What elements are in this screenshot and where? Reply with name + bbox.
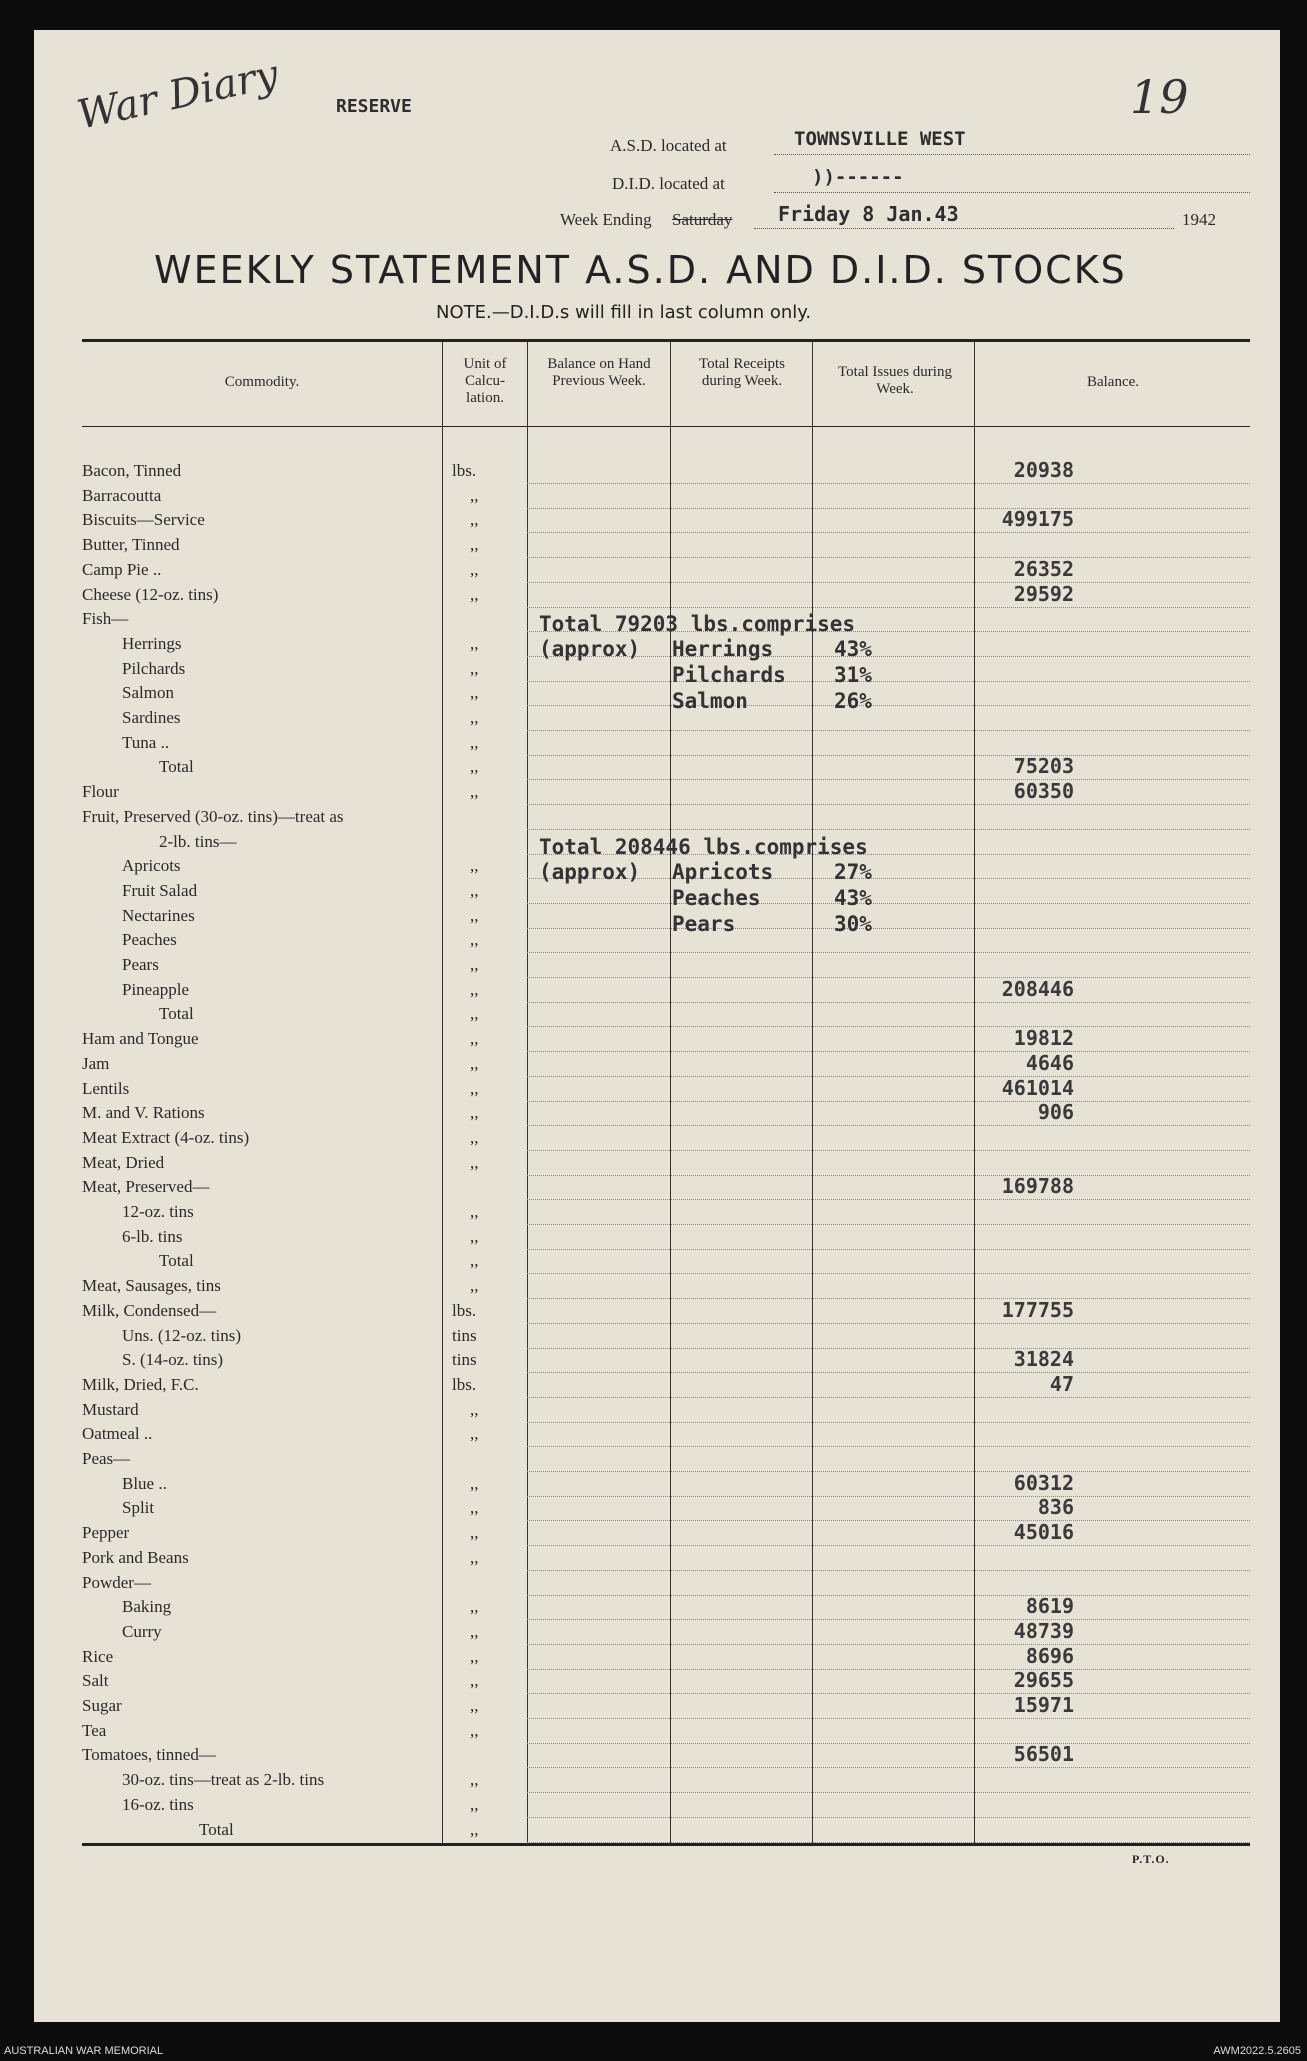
commodity-label: Fruit Salad — [122, 880, 198, 900]
fish-item-name: Pilchards — [672, 663, 786, 687]
reserve-stamp: RESERVE — [336, 96, 412, 117]
row-rule — [527, 1669, 1250, 1670]
table-header-rule — [82, 426, 1250, 427]
commodity-label: Salmon — [122, 683, 174, 703]
commodity-label: Powder— — [82, 1572, 151, 1592]
fruit-item-pct: 30% — [834, 912, 872, 936]
balance-value: 461014 — [1001, 1075, 1074, 1100]
row-rule — [527, 1619, 1250, 1620]
commodity-label: Biscuits—Service — [82, 510, 205, 530]
fruit-item-name: Pears — [672, 912, 736, 936]
balance-value: 4646 — [1025, 1050, 1074, 1075]
row-rule — [527, 681, 1250, 682]
row-rule — [527, 532, 1250, 533]
unit-value: ,, — [470, 1078, 479, 1098]
commodity-label: Oatmeal .. — [82, 1424, 153, 1444]
balance-value: 75203 — [1013, 754, 1074, 779]
commodity-label: Tuna .. — [122, 732, 170, 752]
row-rule — [527, 1496, 1250, 1497]
commodity-label: Total — [159, 1004, 194, 1024]
table-top-rule — [82, 339, 1250, 342]
commodity-label: 16-oz. tins — [122, 1794, 194, 1814]
unit-value: ,, — [470, 1276, 479, 1296]
unit-value: ,, — [470, 1399, 479, 1419]
commodity-label: Fish— — [82, 609, 129, 629]
commodity-label: Herrings — [122, 633, 182, 653]
fish-approx: (approx) — [539, 637, 641, 661]
commodity-label: Sardines — [122, 708, 181, 727]
fish-item-name: Herrings — [672, 637, 774, 661]
fruit-total-note: Total 208446 lbs.comprises — [539, 835, 868, 859]
unit-value: ,, — [470, 1103, 479, 1123]
unit-value: ,, — [470, 905, 479, 925]
unit-value: ,, — [470, 1794, 479, 1814]
row-rule — [527, 607, 1250, 608]
balance-value: 19812 — [1013, 1026, 1074, 1051]
row-rule — [527, 1051, 1250, 1052]
unit-value: ,, — [470, 1226, 479, 1246]
commodity-label: Peas— — [82, 1449, 131, 1468]
row-rule — [527, 1644, 1250, 1645]
unit-value: ,, — [470, 955, 479, 974]
balance-value: 499175 — [1001, 507, 1074, 532]
row-rule — [527, 1743, 1250, 1744]
commodity-label: Barracoutta — [82, 485, 162, 505]
unit-value: ,, — [470, 1004, 479, 1024]
commodity-label: 2-lb. tins— — [159, 831, 237, 851]
commodity-label: Bacon, Tinned — [82, 461, 182, 480]
commodity-label: Mustard — [82, 1399, 139, 1419]
commodity-label: Tomatoes, tinned— — [82, 1745, 216, 1765]
unit-value: ,, — [470, 930, 479, 950]
balance-value: 29592 — [1013, 581, 1074, 606]
balance-value: 15971 — [1013, 1693, 1074, 1717]
commodity-label: Nectarines — [122, 905, 195, 925]
unit-value: ,, — [470, 510, 479, 530]
unit-value: ,, — [470, 1720, 479, 1740]
row-rule — [527, 1002, 1250, 1003]
balance-value: 208446 — [1001, 976, 1074, 1001]
commodity-label: Pineapple — [122, 979, 190, 999]
balance-value: 169788 — [1001, 1174, 1074, 1199]
table-bottom-rule — [82, 1843, 1250, 1846]
row-rule — [527, 1397, 1250, 1398]
commodity-label: Pepper — [82, 1523, 130, 1543]
balance-value: 8696 — [1025, 1643, 1074, 1668]
unit-value: lbs. — [452, 1374, 477, 1394]
pto-label: P.T.O. — [1132, 1852, 1170, 1866]
commodity-label: Salt — [82, 1671, 109, 1691]
balance-value: 47 — [1049, 1371, 1074, 1396]
commodity-label: Total — [159, 757, 194, 777]
asd-line — [774, 154, 1250, 155]
row-rule — [527, 1076, 1250, 1077]
asd-label: A.S.D. located at — [610, 136, 727, 155]
commodity-label: Flour — [82, 782, 119, 802]
document-page — [34, 30, 1280, 2022]
fish-item-pct: 26% — [834, 689, 872, 713]
unit-value: ,, — [470, 880, 479, 900]
row-rule — [527, 730, 1250, 731]
week-struck: Saturday — [672, 210, 733, 229]
row-rule — [527, 1767, 1250, 1768]
balance-value: 29655 — [1013, 1668, 1074, 1693]
page-title: WEEKLY STATEMENT A.S.D. AND D.I.D. STOCKS — [154, 248, 1127, 292]
commodity-label: Fruit, Preserved (30-oz. tins)—treat as — [82, 806, 344, 826]
unit-value: ,, — [470, 559, 479, 579]
row-rule — [527, 1224, 1250, 1225]
year: 1942 — [1182, 210, 1216, 229]
row-rule — [527, 952, 1250, 953]
row-rule — [527, 1249, 1250, 1250]
asd-value: TOWNSVILLE WEST — [794, 128, 966, 150]
commodity-label: S. (14-oz. tins) — [122, 1350, 224, 1370]
unit-value: ,, — [470, 979, 479, 999]
row-rule — [527, 557, 1250, 558]
row-rule — [527, 1150, 1250, 1151]
row-rule — [527, 1545, 1250, 1546]
unit-value: ,, — [470, 535, 479, 555]
unit-value: ,, — [470, 1498, 479, 1518]
unit-value: ,, — [470, 1127, 479, 1147]
col-divider — [442, 341, 443, 1844]
col-header-issues: Total Issues during Week. — [838, 364, 952, 397]
commodity-label: M. and V. Rations — [82, 1103, 205, 1123]
commodity-label: Baking — [122, 1597, 172, 1617]
row-rule — [527, 1471, 1250, 1472]
row-rule — [527, 1199, 1250, 1200]
unit-value: ,, — [470, 683, 479, 703]
commodity-label: Pork and Beans — [82, 1547, 189, 1567]
row-rule — [527, 755, 1250, 756]
commodity-label: Sugar — [82, 1696, 122, 1715]
balance-value: 60312 — [1013, 1470, 1074, 1495]
week-line — [754, 228, 1174, 229]
balance-value: 48739 — [1013, 1618, 1074, 1643]
unit-value: ,, — [470, 1696, 479, 1715]
row-rule — [527, 1842, 1250, 1843]
week-value: Friday 8 Jan.43 — [778, 202, 959, 226]
unit-value: ,, — [470, 1029, 479, 1049]
fruit-item-pct: 27% — [834, 860, 872, 884]
commodity-label: Cheese (12-oz. tins) — [82, 584, 219, 604]
col-header-balance: Balance. — [1086, 374, 1140, 390]
commodity-label: Blue .. — [122, 1473, 167, 1493]
commodity-label: Pilchards — [122, 658, 186, 678]
unit-value: ,, — [470, 1770, 479, 1790]
commodity-label: Ham and Tongue — [82, 1029, 199, 1049]
unit-value: ,, — [470, 856, 479, 876]
commodity-label: Camp Pie .. — [82, 559, 162, 579]
unit-value: ,, — [470, 1152, 479, 1172]
unit-value: ,, — [470, 708, 479, 727]
row-rule — [527, 1718, 1250, 1719]
commodity-label: Total — [159, 1251, 194, 1271]
commodity-label: Jam — [82, 1053, 110, 1073]
row-rule — [527, 483, 1250, 484]
commodity-label: Meat, Dried — [82, 1152, 165, 1172]
unit-value: ,, — [470, 732, 479, 752]
unit-value: tins — [452, 1350, 477, 1370]
unit-value: ,, — [470, 1251, 479, 1271]
fish-total-note: Total 79203 lbs.comprises — [539, 612, 856, 636]
balance-value: 906 — [1037, 1100, 1074, 1125]
row-rule — [527, 1817, 1250, 1818]
commodity-label: 30-oz. tins—treat as 2-lb. tins — [122, 1770, 325, 1790]
unit-value: ,, — [470, 1202, 479, 1221]
balance-value: 56501 — [1013, 1742, 1074, 1767]
col-header-commodity: Commodity. — [224, 374, 300, 390]
col-header-balance-prev: Balance on Hand Previous Week. — [547, 356, 651, 389]
fruit-item-name: Peaches — [672, 886, 761, 910]
week-label: Week Ending — [560, 210, 652, 229]
commodity-label: Milk, Condensed— — [82, 1300, 217, 1320]
balance-value: 8619 — [1025, 1594, 1074, 1619]
commodity-label: 12-oz. tins — [122, 1202, 194, 1221]
balance-value: 20938 — [1013, 458, 1074, 482]
col-header-receipts: Total Receipts during Week. — [698, 356, 785, 389]
page-number-handwritten: 19 — [1130, 70, 1189, 124]
did-value: ))------ — [812, 166, 904, 188]
row-rule — [527, 582, 1250, 583]
balance-value: 26352 — [1013, 556, 1074, 581]
row-rule — [527, 705, 1250, 706]
unit-value: ,, — [470, 1597, 479, 1617]
commodity-label: Uns. (12-oz. tins) — [122, 1325, 241, 1345]
fruit-item-name: Apricots — [672, 860, 774, 884]
row-rule — [527, 1693, 1250, 1694]
unit-value: ,, — [470, 658, 479, 678]
unit-value: ,, — [470, 485, 479, 505]
commodity-label: Pears — [122, 955, 159, 974]
row-rule — [527, 903, 1250, 904]
unit-value: ,, — [470, 1819, 479, 1839]
unit-value: ,, — [470, 1671, 479, 1691]
unit-value: ,, — [470, 1424, 479, 1444]
unit-value: ,, — [470, 633, 479, 653]
unit-value: ,, — [470, 782, 479, 802]
unit-value: lbs. — [452, 461, 477, 480]
unit-value: tins — [452, 1325, 477, 1345]
row-rule — [527, 1792, 1250, 1793]
balance-value: 836 — [1037, 1495, 1074, 1520]
commodity-label: Peaches — [122, 930, 177, 950]
balance-value: 45016 — [1013, 1520, 1074, 1545]
row-rule — [527, 977, 1250, 978]
commodity-label: Curry — [122, 1621, 162, 1641]
unit-value: ,, — [470, 584, 479, 604]
row-rule — [527, 829, 1250, 830]
commodity-label: Milk, Dried, F.C. — [82, 1374, 199, 1394]
row-rule — [527, 1422, 1250, 1423]
row-rule — [527, 1348, 1250, 1349]
row-rule — [527, 1175, 1250, 1176]
balance-value: 60350 — [1013, 779, 1074, 804]
unit-value: ,, — [470, 1523, 479, 1543]
commodity-label: Split — [122, 1498, 155, 1518]
row-rule — [527, 1323, 1250, 1324]
unit-value: ,, — [470, 1053, 479, 1073]
commodity-label: Butter, Tinned — [82, 535, 180, 555]
unit-value: ,, — [470, 1646, 479, 1666]
row-rule — [527, 1298, 1250, 1299]
commodity-label: Meat, Sausages, tins — [82, 1276, 221, 1296]
commodity-label: Rice — [82, 1646, 114, 1666]
row-rule — [527, 804, 1250, 805]
fruit-item-pct: 43% — [834, 886, 872, 910]
row-rule — [527, 1520, 1250, 1521]
unit-value: lbs. — [452, 1300, 477, 1320]
unit-value: ,, — [470, 1621, 479, 1641]
unit-value: ,, — [470, 1547, 479, 1567]
fruit-approx: (approx) — [539, 860, 641, 884]
handwritten-note: War Diary — [73, 51, 283, 139]
row-rule — [527, 1595, 1250, 1596]
note: NOTE.—D.I.D.s will fill in last column only. — [436, 302, 812, 323]
unit-value: ,, — [470, 757, 479, 777]
commodity-label: Total — [199, 1819, 234, 1839]
row-rule — [527, 1273, 1250, 1274]
row-rule — [527, 1446, 1250, 1447]
commodity-label: Apricots — [122, 856, 181, 876]
commodity-label: Lentils — [82, 1078, 130, 1098]
commodity-label: Meat, Preserved— — [82, 1177, 210, 1197]
row-rule — [527, 1026, 1250, 1027]
balance-value: 177755 — [1001, 1297, 1074, 1322]
row-rule — [527, 1101, 1250, 1102]
did-label: D.I.D. located at — [612, 174, 725, 193]
row-rule — [527, 1372, 1250, 1373]
fish-item-pct: 31% — [834, 663, 872, 687]
did-line — [774, 192, 1250, 193]
fish-item-pct: 43% — [834, 637, 872, 661]
row-rule — [527, 779, 1250, 780]
row-rule — [527, 1125, 1250, 1126]
source-right: AWM2022.5.2605 — [1213, 2045, 1301, 2057]
balance-value: 31824 — [1013, 1347, 1074, 1372]
col-header-unit: Unit of Calcu- lation. — [463, 356, 507, 406]
fish-item-name: Salmon — [672, 689, 748, 713]
row-rule — [527, 508, 1250, 509]
commodity-label: 6-lb. tins — [122, 1226, 183, 1246]
row-rule — [527, 928, 1250, 929]
archive-footer — [0, 2041, 1307, 2061]
commodity-label: Meat Extract (4-oz. tins) — [82, 1127, 250, 1147]
unit-value: ,, — [470, 1473, 479, 1493]
source-left: AUSTRALIAN WAR MEMORIAL — [4, 2045, 164, 2057]
row-rule — [527, 1570, 1250, 1571]
commodity-label: Tea — [82, 1720, 107, 1740]
